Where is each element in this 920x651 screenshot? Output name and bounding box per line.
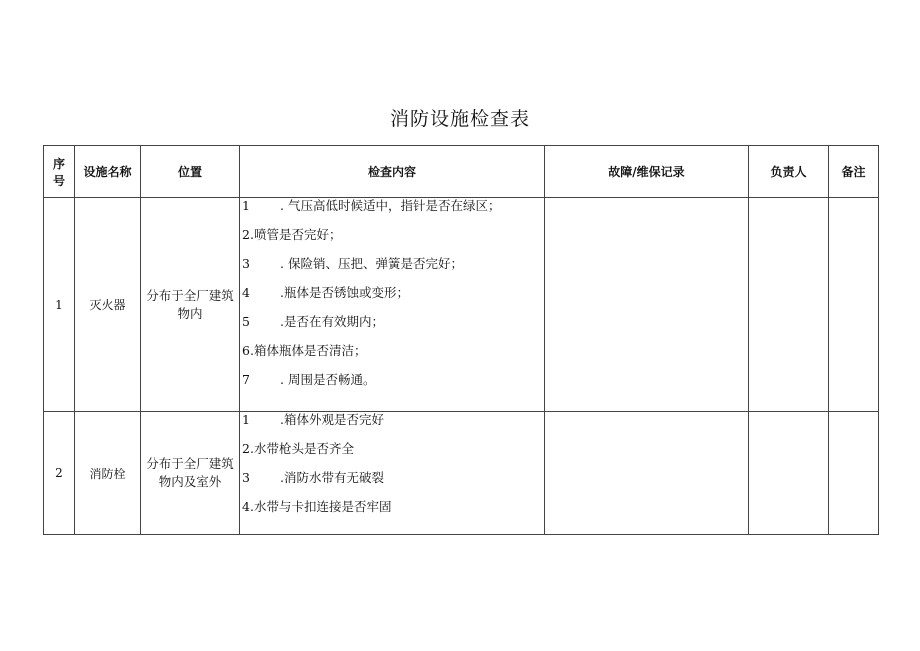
- table-row: [44, 198, 879, 412]
- header-index-line1: 序: [52, 156, 65, 171]
- row-location: [141, 198, 240, 412]
- row-check-content: [240, 412, 545, 535]
- row-location-line2: 物内: [177, 305, 203, 321]
- page-title: 消防设施检查表: [389, 108, 530, 130]
- row-record: [545, 412, 749, 535]
- row-facility-name: 灭火器: [75, 198, 141, 412]
- header-record: 故障/维保记录: [545, 146, 749, 198]
- header-location: 位置: [141, 146, 240, 198]
- header-name: 设施名称: [75, 146, 141, 198]
- check-item: 2.水带枪头是否齐全: [242, 441, 354, 456]
- check-item: 2.喷管是否完好；: [242, 227, 342, 242]
- row-location-line1: 分布于全厂建筑: [146, 287, 234, 303]
- header-content: 检查内容: [240, 146, 545, 198]
- check-item: 1 .箱体外观是否完好: [242, 412, 384, 427]
- row-record: [545, 198, 749, 412]
- header-owner: 负责人: [749, 146, 829, 198]
- header-row: [44, 146, 879, 198]
- row-check-content: [240, 198, 545, 412]
- header-index-line2: 号: [52, 173, 65, 188]
- check-item: 3 . 保险销、压把、弹簧是否完好；: [242, 256, 463, 271]
- check-item: 3 .消防水带有无破裂: [242, 470, 384, 485]
- inspection-table: [43, 145, 879, 535]
- row-remark: [829, 198, 879, 412]
- check-item: 4 .瓶体是否锈蚀或变形；: [242, 285, 409, 300]
- row-remark: [829, 412, 879, 535]
- header-index: [44, 146, 75, 198]
- row-location-line1: 分布于全厂建筑: [146, 456, 234, 471]
- row-owner: [749, 412, 829, 535]
- check-item: 5 .是否在有效期内；: [242, 314, 384, 329]
- row-location: [141, 412, 240, 535]
- check-item: 4.水带与卡扣连接是否牢固: [242, 499, 392, 514]
- row-facility-name: 消防栓: [75, 412, 141, 535]
- check-item: 6.箱体瓶体是否清洁；: [242, 343, 367, 358]
- table-row: [44, 412, 879, 535]
- row-location-line2: 物内及室外: [158, 474, 222, 489]
- row-index: 1: [44, 198, 75, 412]
- check-item: 1 . 气压高低时候适中，指针是否在绿区；: [242, 198, 501, 213]
- row-index: 2: [44, 412, 75, 535]
- header-remark: 备注: [829, 146, 879, 198]
- row-owner: [749, 198, 829, 412]
- check-item: 7 . 周围是否畅通。: [242, 372, 376, 387]
